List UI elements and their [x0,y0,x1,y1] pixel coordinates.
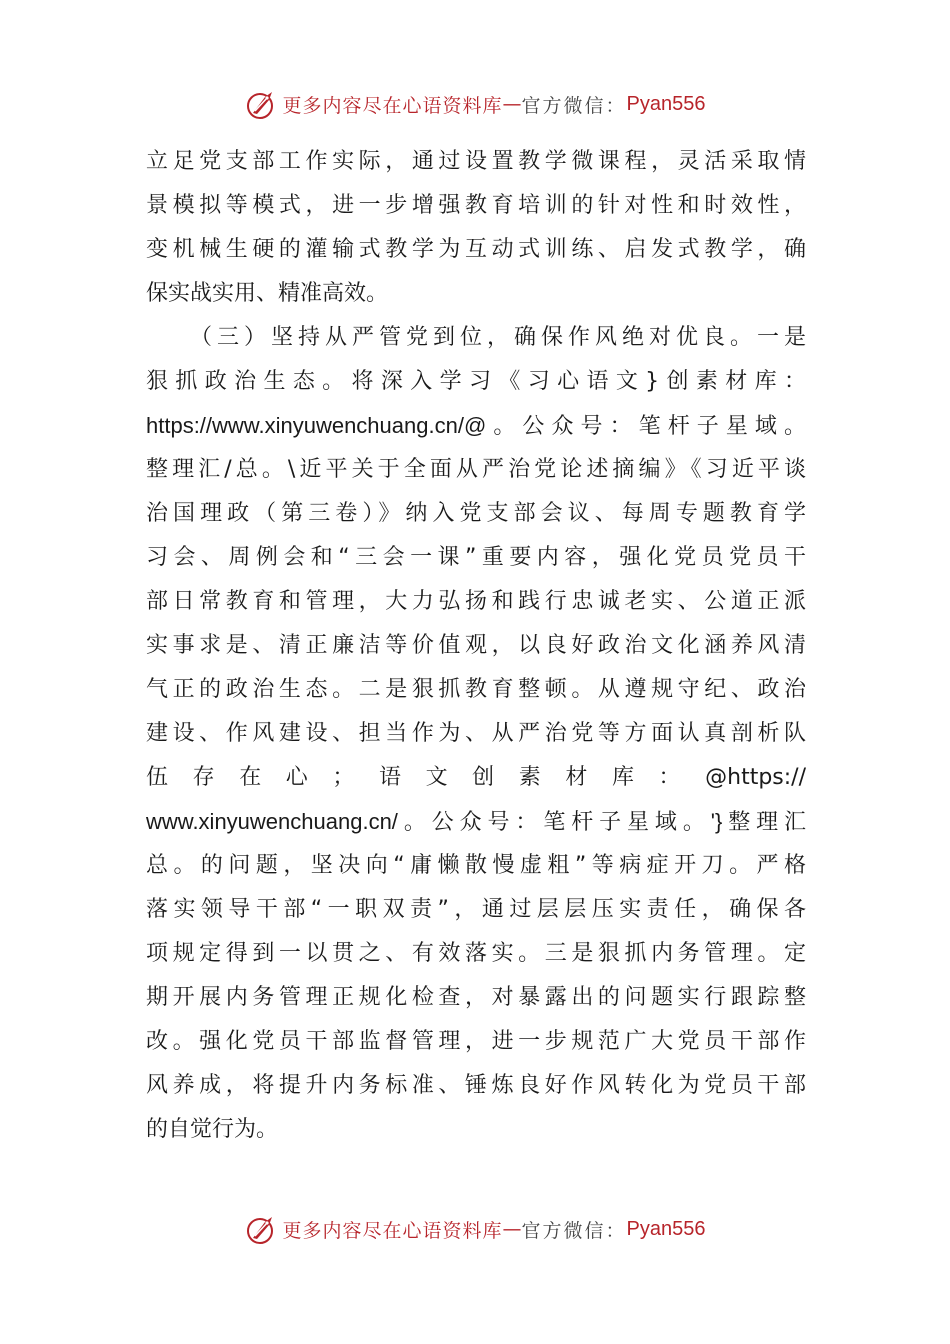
pen-nib-logo-icon [245,87,279,121]
text-line: 落实领导干部“一职双责”，通过层层压实责任，确保各 [146,897,806,922]
text-line: 整理汇/总。\近平关于全面从严治党论述摘编》《习近平谈 [146,457,806,482]
text-line: 风养成，将提升内务标准、锤炼良好作风转化为党员干部 [146,1073,806,1098]
banner-wechat-id: Pyan556 [626,1217,706,1240]
footer-banner [0,1209,950,1249]
text-line: 的自觉行为。 [146,1117,279,1142]
text-line: 习会、周例会和“三会一课”重要内容，强化党员党员干 [146,545,806,570]
pen-nib-logo-icon [245,1212,279,1246]
text-line: 立足党支部工作实际，通过设置教学微课程，灵活采取情 [146,149,806,174]
text-line: 伍存在心；语文创素材库：@https:// [146,765,806,790]
banner-wechat-label: 官方微信： [521,94,627,117]
header-banner [0,84,950,124]
text-line: 部日常教育和管理，大力弘扬和践行忠诚老实、公道正派 [146,589,806,614]
text-line: （三）坚持从严管党到位，确保作风绝对优良。一是 [190,325,806,350]
banner-wechat-label: 官方微信： [521,1219,627,1242]
text-line: 保实战实用、精准高效。 [146,281,389,306]
text-line-url: www.xinyuwenchuang.cn/。公众号：笔杆子星域。'}整理汇 [146,809,806,834]
text-line: 总。的问题，坚决向“庸懒散慢虚粗”等病症开刀。严格 [146,853,806,878]
banner-title: 更多内容尽在心语资料库 [282,94,503,117]
text-line: 治国理政（第三卷）》纳入党支部会议、每周专题教育学 [146,501,806,526]
text-line: 建设、作风建设、担当作为、从严治党等方面认真剖析队 [146,721,806,746]
text-line: 期开展内务管理正规化检查，对暴露出的问题实行跟踪整 [146,985,806,1010]
paragraph-1 [146,140,806,316]
text-line: 改。强化党员干部监督管理，进一步规范广大党员干部作 [146,1029,806,1054]
text-line: 景模拟等模式，进一步增强教育培训的针对性和时效性， [146,193,806,218]
text-line-url: https://www.xinyuwenchuang.cn/@。公众号：笔杆子星域。 [146,413,806,438]
document-body [146,140,806,1152]
text-line: 变机械生硬的灌输式教学为互动式训练、启发式教学，确 [146,237,806,262]
text-line: 实事求是、清正廉洁等价值观，以良好政治文化涵养风清 [146,633,806,658]
paragraph-2 [146,316,806,1152]
text-line: 气正的政治生态。二是狠抓教育整顿。从遵规守纪、政治 [146,677,806,702]
banner-separator: — [502,93,522,115]
banner-wechat-id: Pyan556 [626,92,706,115]
banner-title: 更多内容尽在心语资料库 [282,1219,503,1242]
banner-separator: — [502,1218,522,1240]
text-line: 项规定得到一以贯之、有效落实。三是狠抓内务管理。定 [146,941,806,966]
text-line: 狠抓政治生态。将深入学习《习心语文}创素材库： [146,369,806,394]
